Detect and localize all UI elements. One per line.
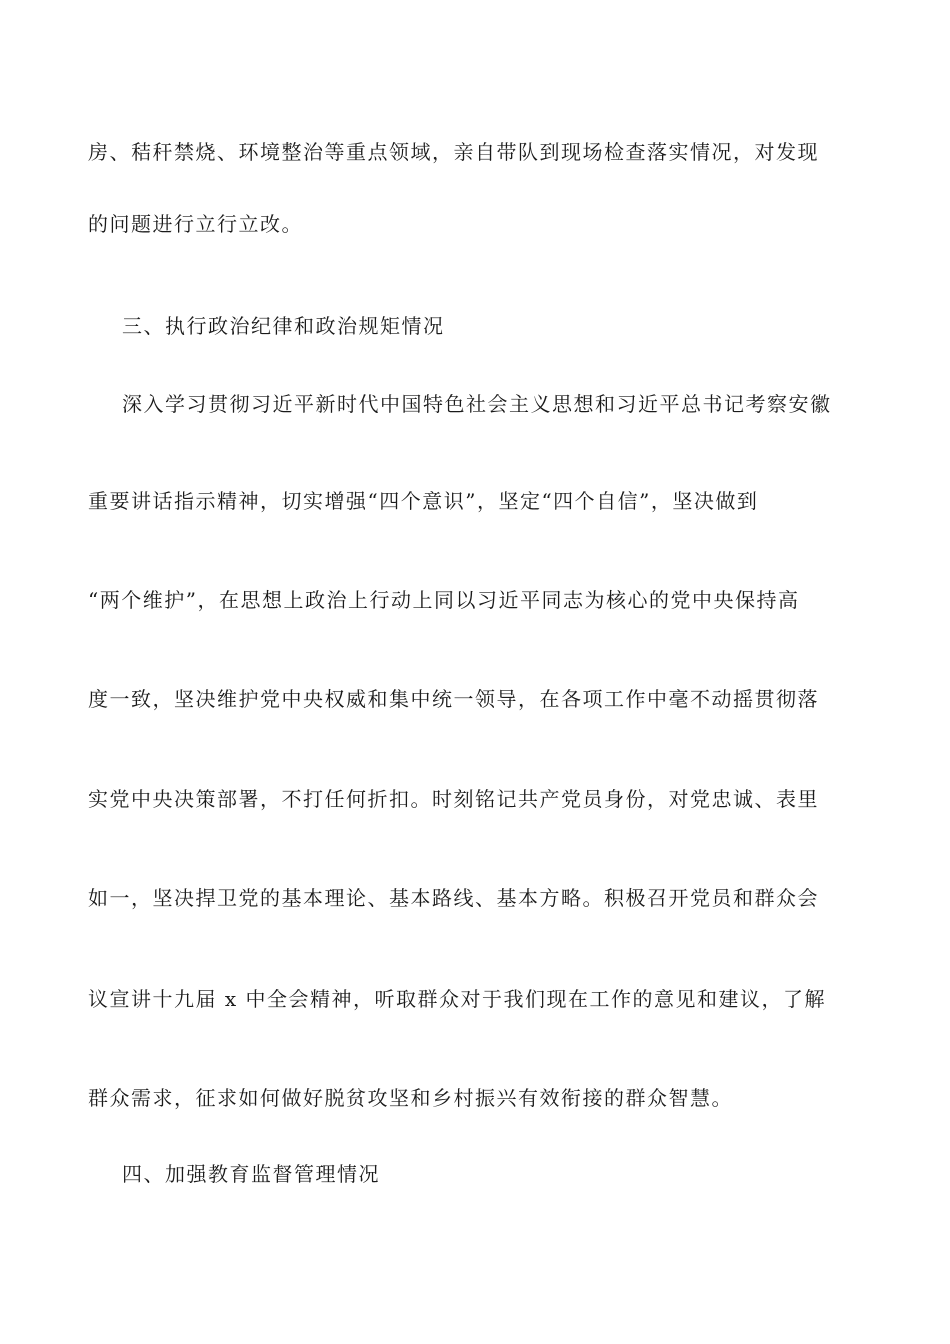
paragraph-line: 议宣讲十九届 x 中全会精神，听取群众对于我们现在工作的意见和建议，了解 [88, 987, 826, 1011]
section-heading: 四、加强教育监督管理情况 [122, 1162, 380, 1186]
paragraph-line: 的问题进行立行立改。 [88, 212, 303, 236]
section-heading: 三、执行政治纪律和政治规矩情况 [122, 314, 445, 338]
paragraph-line: 群众需求，征求如何做好脱贫攻坚和乡村振兴有效衔接的群众智慧。 [88, 1086, 733, 1110]
paragraph-line: 重要讲话指示精神，切实增强“四个意识”，坚定“四个自信”，坚决做到 [88, 489, 759, 513]
paragraph-line: 深入学习贯彻习近平新时代中国特色社会主义思想和习近平总书记考察安徽 [122, 392, 832, 416]
paragraph-line: 如一，坚决捍卫党的基本理论、基本路线、基本方略。积极召开党员和群众会 [88, 886, 819, 910]
paragraph-line: 度一致，坚决维护党中央权威和集中统一领导，在各项工作中毫不动摇贯彻落 [88, 687, 819, 711]
paragraph-line: 房、秸秆禁烧、环境整治等重点领域，亲自带队到现场检查落实情况，对发现 [88, 140, 819, 164]
paragraph-line: “两个维护”，在思想上政治上行动上同以习近平同志为核心的党中央保持高 [88, 588, 800, 612]
paragraph-line: 实党中央决策部署，不打任何折扣。时刻铭记共产党员身份，对党忠诚、表里 [88, 787, 819, 811]
